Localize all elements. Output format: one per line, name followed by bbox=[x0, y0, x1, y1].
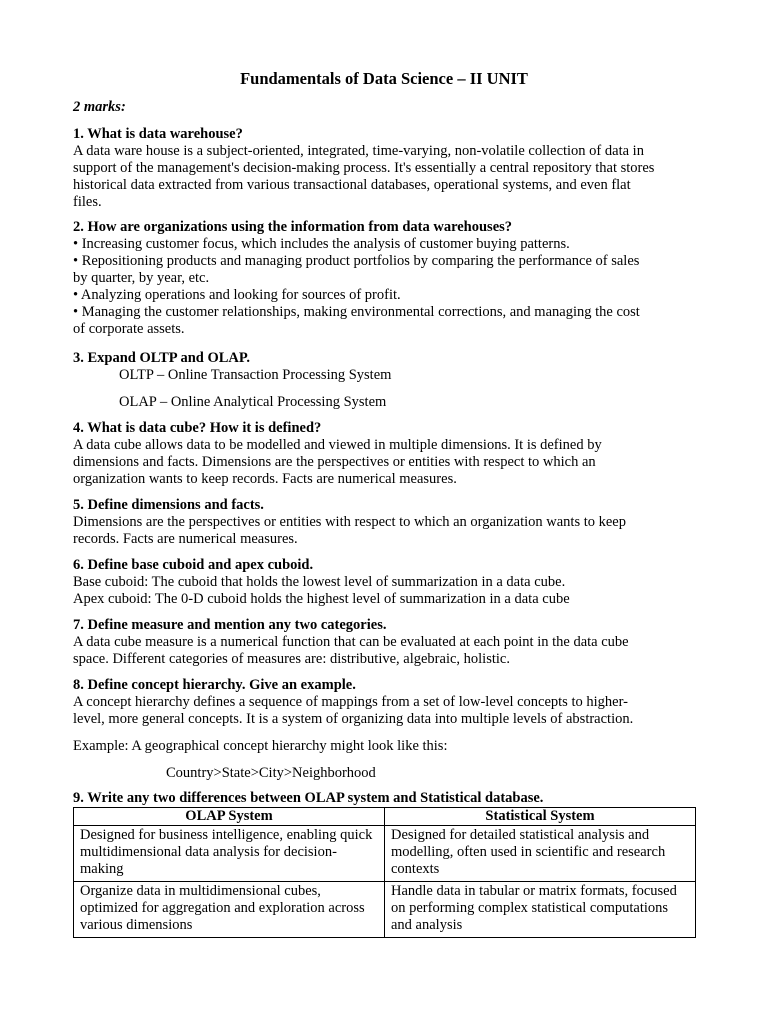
question-3 bbox=[73, 350, 698, 411]
question-2 bbox=[73, 219, 698, 338]
question-7 bbox=[73, 617, 698, 668]
bullet-item: • Repositioning products and managing product portfolios by comparing the performance of sales bbox=[73, 253, 640, 269]
answer-line: records. Facts are numerical measures. bbox=[73, 531, 298, 547]
bullet-item: • Managing the customer relationships, making environmental corrections, and managing the cost bbox=[73, 304, 640, 320]
question-heading: 8. Define concept hierarchy. Give an example. bbox=[73, 677, 356, 693]
answer-line: A data cube measure is a numerical function that can be evaluated at each point in the data cube bbox=[73, 634, 629, 650]
answer-line: space. Different categories of measures are: distributive, algebraic, holistic. bbox=[73, 651, 510, 667]
page-title: Fundamentals of Data Science – II UNIT bbox=[240, 69, 528, 88]
marks-label: 2 marks: bbox=[73, 99, 126, 115]
question-heading: 4. What is data cube? How it is defined? bbox=[73, 420, 322, 436]
hierarchy-example: Country>State>City>Neighborhood bbox=[166, 765, 376, 781]
question-heading: 2. How are organizations using the information from data warehouses? bbox=[73, 219, 513, 235]
answer-line: level, more general concepts. It is a system of organizing data into multiple levels of abstraction. bbox=[73, 711, 634, 727]
comparison-table bbox=[73, 807, 696, 938]
question-5 bbox=[73, 497, 698, 548]
table-cell: Organize data in multidimensional cubes, optimized for aggregation and exploration across various dimensions bbox=[74, 882, 385, 938]
column-header-statistical: Statistical System bbox=[385, 808, 696, 826]
question-heading: 9. Write any two differences between OLAP system and Statistical database. bbox=[73, 790, 544, 806]
answer-line: of corporate assets. bbox=[73, 321, 185, 337]
table-cell: Designed for business intelligence, enabling quick multidimensional data analysis for decision-making bbox=[74, 826, 385, 882]
question-4 bbox=[73, 420, 698, 488]
table-cell: Handle data in tabular or matrix formats, focused on performing complex statistical computations and analysis bbox=[385, 882, 696, 938]
question-1 bbox=[73, 126, 698, 211]
answer-line: historical data extracted from various transactional databases, operational systems, and even flat bbox=[73, 177, 631, 193]
answer-line: A data ware house is a subject-oriented, integrated, time-varying, non-volatile collection of data in bbox=[73, 143, 644, 159]
answer-line: Apex cuboid: The 0-D cuboid holds the highest level of summarization in a data cube bbox=[73, 591, 570, 607]
column-header-olap: OLAP System bbox=[74, 808, 385, 826]
answer-line: by quarter, by year, etc. bbox=[73, 270, 210, 286]
answer-line: Base cuboid: The cuboid that holds the lowest level of summarization in a data cube. bbox=[73, 574, 566, 590]
answer-line: A data cube allows data to be modelled and viewed in multiple dimensions. It is defined by bbox=[73, 437, 602, 453]
table-header-row bbox=[74, 808, 696, 826]
answer-line: Dimensions are the perspectives or entities with respect to which an organization wants to keep bbox=[73, 514, 626, 530]
oltp-expansion: OLTP – Online Transaction Processing System bbox=[119, 367, 392, 383]
question-heading: 5. Define dimensions and facts. bbox=[73, 497, 264, 513]
question-9 bbox=[73, 790, 698, 807]
question-heading: 6. Define base cuboid and apex cuboid. bbox=[73, 557, 314, 573]
bullet-item: • Analyzing operations and looking for sources of profit. bbox=[73, 287, 401, 303]
question-heading: 1. What is data warehouse? bbox=[73, 126, 243, 142]
answer-line: files. bbox=[73, 194, 102, 210]
table-row bbox=[74, 826, 696, 882]
example-line: Example: A geographical concept hierarchy might look like this: bbox=[73, 738, 448, 754]
question-heading: 7. Define measure and mention any two categories. bbox=[73, 617, 387, 633]
answer-line: support of the management's decision-making process. It's essentially a central repository that stores bbox=[73, 160, 655, 176]
answer-line: organization wants to keep records. Facts are numerical measures. bbox=[73, 471, 457, 487]
question-8 bbox=[73, 677, 698, 782]
bullet-item: • Increasing customer focus, which includes the analysis of customer buying patterns. bbox=[73, 236, 570, 252]
table-row bbox=[74, 882, 696, 938]
answer-line: dimensions and facts. Dimensions are the perspectives or entities with respect to which an bbox=[73, 454, 596, 470]
answer-line: A concept hierarchy defines a sequence of mappings from a set of low-level concepts to higher- bbox=[73, 694, 628, 710]
table-cell: Designed for detailed statistical analysis and modelling, often used in scientific and research contexts bbox=[385, 826, 696, 882]
olap-expansion: OLAP – Online Analytical Processing System bbox=[119, 394, 387, 410]
question-6 bbox=[73, 557, 698, 608]
question-heading: 3. Expand OLTP and OLAP. bbox=[73, 350, 251, 366]
